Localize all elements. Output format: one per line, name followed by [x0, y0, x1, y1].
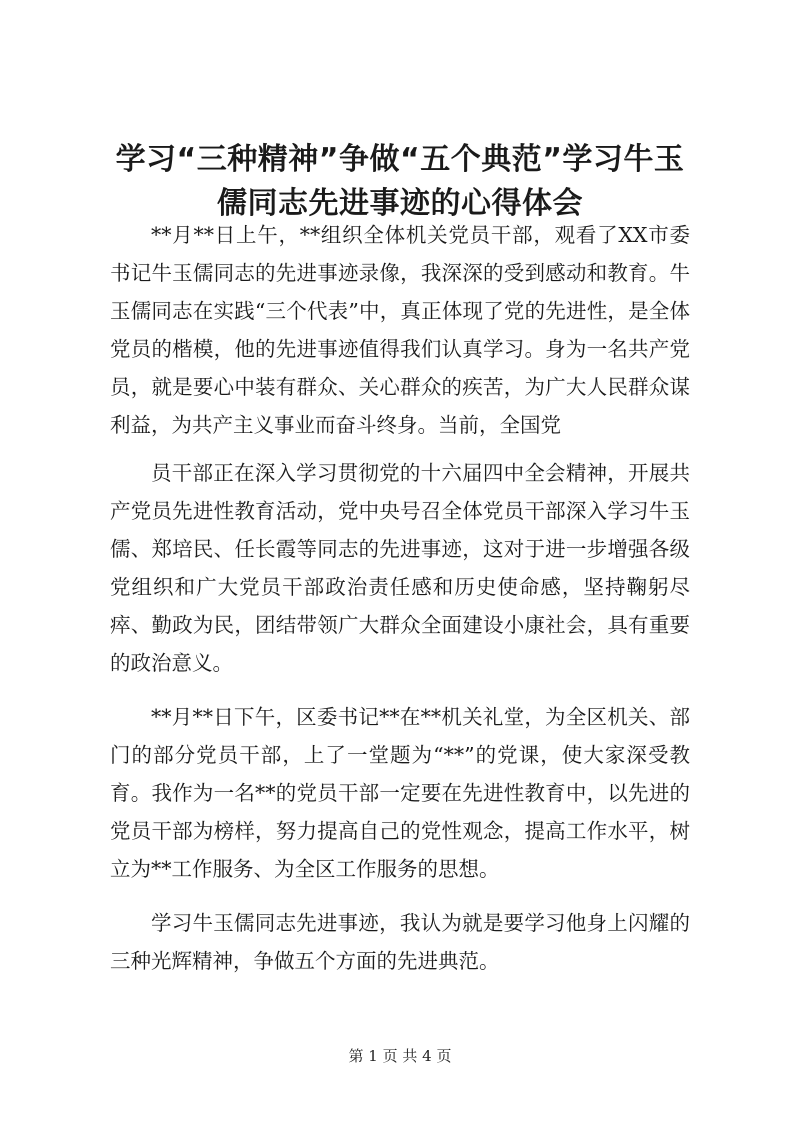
- paragraph-4: 学习牛玉儒同志先进事迹，我认为就是要学习他身上闪耀的三种光辉精神，争做五个方面的先进典范。: [110, 911, 690, 973]
- document-body: [110, 216, 690, 980]
- page-number-footer: 第 1 页 共 4 页: [348, 1047, 452, 1065]
- document-title: [90, 138, 710, 226]
- paragraph-2: 员干部正在深入学习贯彻党的十六届四中全会精神，开展共产党员先进性教育活动，党中央号召全体党员干部深入学习牛玉儒、郑培民、任长霞等同志的先进事迹，这对于进一步增强各级党组织和广大党员干部政治责任感和历史使命感，坚持鞠躬尽瘁、勤政为民，团结带领广大群众全面建设小康社会，具有重要的政治意义。: [110, 461, 690, 675]
- title-line-2: 儒同志先进事迹的心得体会: [217, 186, 583, 221]
- paragraph-3: **月**日下午，区委书记**在**机关礼堂，为全区机关、部门的部分党员干部，上了一堂题为“**”的党课，使大家深受教育。我作为一名**的党员干部一定要在先进性教育中，以先进的党员干部为榜样，努力提高自己的党性观念，提高工作水平，树立为**工作服务、为全区工作服务的思想。: [110, 705, 690, 881]
- paragraph-1: **月**日上午，**组织全体机关党员干部，观看了XX市委书记牛玉儒同志的先进事迹录像，我深深的受到感动和教育。牛玉儒同志在实践“三个代表”中，真正体现了党的先进性，是全体党员的楷模，他的先进事迹值得我们认真学习。身为一名共产党员，就是要心中装有群众、关心群众的疾苦，为广大人民群众谋利益，为共产主义事业而奋斗终身。当前，全国党: [110, 223, 690, 437]
- title-line-1: 学习“三种精神”争做“五个典范”学习牛玉: [115, 142, 685, 177]
